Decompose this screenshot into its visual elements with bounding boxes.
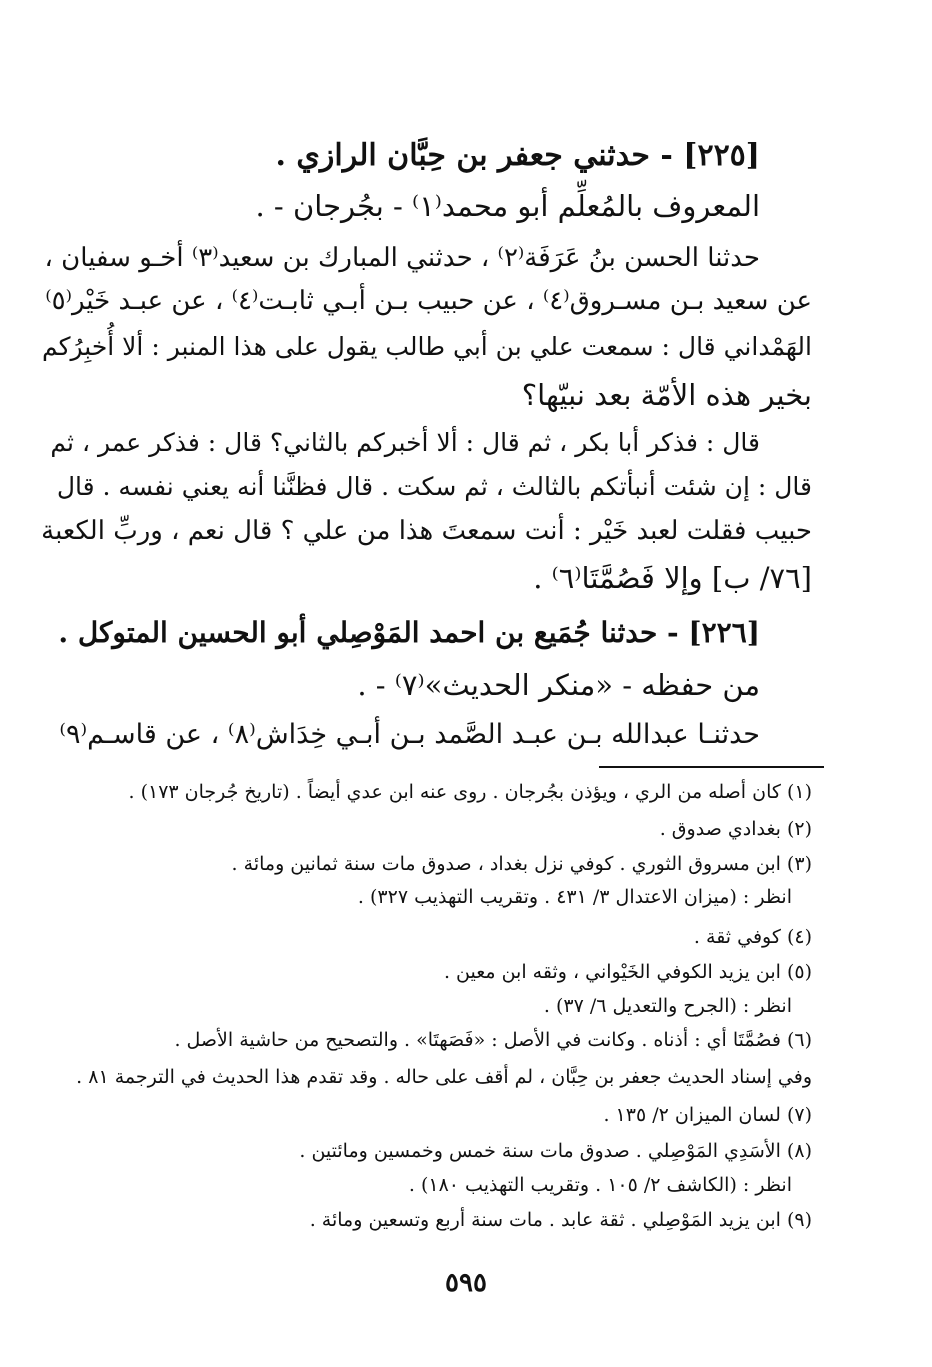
footnote-3-continued: انظر : (ميزان الاعتدال ٣/ ٤٣١ . وتقريب التهذيب ٣٢٧) . <box>357 886 792 908</box>
footnote-8: (٨) الأسَدِي المَوْصِلي . صدوق مات سنة خمس وخمسين ومائتين . <box>299 1140 812 1162</box>
entry-225-p1-line-2: عن سعيد بـن مسـروق⁽٤⁾ ، عن حبيب بـن أبـي ثابـت⁽٤⁾ ، عن عبـد خَيْر⁽٥⁾ <box>45 286 812 316</box>
page-number: ٥٩٥ <box>445 1268 487 1298</box>
footnote-7: (٧) لسان الميزان ٢/ ١٣٥ . <box>603 1104 812 1126</box>
footnote-2: (٢) بغدادي صدوق . <box>659 818 812 840</box>
entry-225-p2-line-2: قال : إن شئت أنبأتكم بالثالث ، ثم سكت . قال فظنَّنا أنه يعني نفسه . قال <box>56 472 812 501</box>
footnote-5-continued: انظر : (الجرح والتعديل ٦/ ٣٧) . <box>543 995 792 1017</box>
footnote-8-continued: انظر : (الكاشف ٢/ ١٠٥ . وتقريب التهذيب ١٨٠) . <box>408 1174 792 1196</box>
footnote-5: (٥) ابن يزيد الكوفي الخَيْواني ، وثقه ابن معين . <box>443 961 812 983</box>
footnote-4: (٤) كوفي ثقة . <box>693 926 812 948</box>
entry-226-subtitle: من حفظه - «منكر الحديث»⁽٧⁾ - . <box>357 668 760 702</box>
footnote-3: (٣) ابن مسروق الثوري . كوفي نزل بغداد ، صدوق مات سنة ثمانين ومائة . <box>231 853 812 875</box>
entry-225-p1-line-3: الهَمْداني قال : سمعت علي بن أبي طالب يقول على هذا المنبر : ألا أُخبِرُكم <box>41 332 812 361</box>
entry-225-p1-line-4: بخير هذه الأمّة بعد نبيّها؟ <box>521 378 812 412</box>
entry-226-heading: [٢٢٦] - حدثنا جُمَيع بن احمد المَوْصِلي أبو الحسين المتوكل . <box>58 616 760 649</box>
footnote-1: (١) كان أصله من الري ، ويؤذن بجُرجان . روى عنه ابن عدي أيضاً . (تاريخ جُرجان ١٧٣) . <box>128 781 812 803</box>
footnote-6: (٦) فصُمَّتَا أي : أذناه . وكانت في الأصل : «فَصَهتَا» . والتصحيح من حاشية الأصل . <box>174 1029 812 1051</box>
entry-225-heading: [٢٢٥] - حدثني جعفر بن حِبَّان الرازي . <box>275 138 760 173</box>
entry-225-p1-line-1: حدثنا الحسن بنُ عَرَفَة⁽٢⁾ ، حدثني المبارك بن سعيد⁽٣⁾ أخـو سفيان ، <box>44 243 760 273</box>
footnote-divider <box>599 766 824 768</box>
entry-225-p2-line-3: حبيب فقلت لعبد خَيْر : أنت سمعتَ هذا من علي ؟ قال نعم ، وربِّ الكعبة <box>41 516 812 546</box>
footnote-9: (٩) ابن يزيد المَوْصِلي . ثقة عابد . مات سنة أربع وتسعين ومائة . <box>309 1209 812 1231</box>
entry-225-p2-line-1: قال : فذكر أبا بكر ، ثم قال : ألا أخبركم بالثاني؟ قال : فذكر عمر ، ثم <box>50 428 760 457</box>
entry-225-subtitle: المعروف بالمُعلِّم أبو محمد⁽١⁾ - بجُرجان - . <box>255 189 760 223</box>
footnote-6-continued: وفي إسناد الحديث جعفر بن حِبَّان ، لم أقف على حاله . وقد تقدم هذا الحديث في الترجمة ٨١ . <box>76 1066 812 1088</box>
entry-226-p1-line-1: حدثنـا عبدالله بـن عبـد الصَّمد بـن أبـي خِدَاش⁽٨⁾ ، عن قاسـم⁽٩⁾ <box>59 719 760 750</box>
entry-225-p2-line-4: [٧٦/ ب] وإلا فَصُمَّتَا⁽٦⁾ . <box>533 561 812 595</box>
